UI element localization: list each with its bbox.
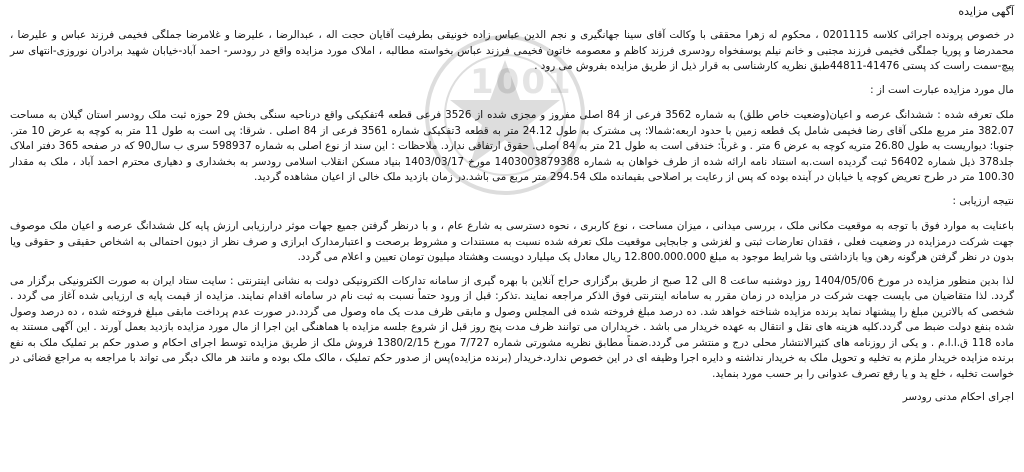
property-description-paragraph: ملک تعرفه شده : ششدانگ عرصه و اعیان(وضعیت خاص طلق) به شماره 3562 فرعی از 84 اصلی مفروز و مجزی شده از 3526 فرعی قطعه 4تفکیکی واقع درناحیه سنگی بخش 29 حوزه ثبت ملک رودسر استان گیلان به مساحت 382.07 متر مربع ملکی آقای رضا فخیمی شامل یک قطعه زمین با حدود اربعه:شمالا: پی مشترک به طول 24.12 متر به قطعه 3تفکیکی شماره 3561 فرعی از 84 اصلی . شرقا: پی است به طول 11 متر به کوچه به عرض 10 متر. جنوبا: دیواریست به طول 26.80 متریه کوچه به عرض 6 متر . و غرباً: خندقی است به طول 21 متر به 84 اصلی. حقوق ارتفاقی ندارد. ملاحظات : این سند از نوع اصلی به شماره 598937 سری ب سال90 که در صفحه 365 دفتر املاک جلد378 ذیل شماره 56402 ثبت گردیده است.به استناد نامه ارائه شده از طرف خواهان به شماره 1403003879388 مورخ 1403/03/17 بنیاد مسکن انقلاب اسلامی رودسر به بخشداری و دهیاری محترم احمد آباد ، ملک به مقدار 100.30 متر در طرح تعریض کوچه یا خیابان در آینده بوده که پس از رعایت بر اصلاحی بقیمانده ملک 294.54 متر مربع می باشد.در زمان بازدید ملک خالی از اعیان مشاهده گردید. bbox=[10, 109, 1015, 183]
watermark-number: 1001 bbox=[470, 62, 573, 102]
notice-title: آگهی مزایده bbox=[958, 5, 1014, 18]
case-intro-paragraph: در خصوص پرونده اجرائی کلاسه 0201115 ، محکوم له زهرا محققی با وکالت آقای سینا جهانگیری و نجم الدین عباس زاده خونیقی بطرفیت آقایان حجت اله ، عبدالرضا ، علیرضا و غلامرضا جملگی فخیمی فرزند عباس و علیرضا ، محمدرضا و پوریا جملگی فخیمی فرزند مجتبی و خانم نیلم یوسفخواه رودسری فرزند کاظم و معصومه خاتون فخیمی فرزند عباس بخواسته مطالبه ، املاک مورد مزایده واقع در رودسر- احمد آباد-خیابان شهید برادران نوروزی-انتهای سر پیچ-سمت راست کد پستی 41476-44811طبق نظریه کارشناسی به قرار ذیل از طریق مزایده بفروش می رود . bbox=[10, 29, 1014, 72]
valuation-paragraph: باعنایت به موارد فوق با توجه به موقعیت مکانی ملک ، بررسی میدانی ، میزان مساحت ، نوع کاربری ، نحوه دسترسی به شارع عام ، و با درنظر گرفتن جمیع جهات موثر درارزیابی ارزش پایه کل ششدانگ عرصه و اعیان ملک موصوف جهت شرکت درمزایده در وضعیت فعلی ، فقدان تعارضات ثبتی و لغزشی و جابجایی موقعیت ملک تعرفه شده نسبت به مستندات و مشروط برصحت و اعتبارمدارک ابرازی و صرف نظر از دیون احتمالی به اشخاص حقیقی و حقوقی ویا بدون در نظر گرفتن هرگونه رهن ویا بازداشتی ویا شرایط موجود به مبلغ 12.800.000.000 ریال معادل یک میلیارد دویست وهشتاد میلیون تومان تعیین و اعلام می گردد. bbox=[10, 220, 1014, 263]
auction-notice-document bbox=[10, 4, 1014, 468]
valuation-heading: نتیجه ارزیابی : bbox=[952, 194, 1014, 207]
auction-terms-paragraph: لذا بدین منظور مزایده در مورخ 1404/05/06 روز دوشنبه ساعت 8 الی 12 صبح از طریق برگزاری حراج آنلاین با بهره گیری از سامانه تدارکات الکترونیکی دولت به نشانی اینترنتی : سایت ستاد ایران به صورت الکترونیکی برگزار می گردد. لذا متقاضیان می بایست جهت شرکت در مزایده در زمان مقرر به سامانه اینترنتی فوق الذکر مراجعه نمایند .تذکر: قبل از ورود حتماً نسبت به ثبت نام در سامانه اقدام نمایند. مزایده از قیمت پایه ی ارزیابی شده آغاز می گردد . شخصی که بالاترین مبلغ را پیشنهاد نماید برنده مزایده شناخته خواهد شد. ده درصد مبلغ فروخته شده فی المجلس وصول و مابقی ظرف مدت یک ماه وصول می گردد.در صورت عدم پرداخت مابقی مبلغ فروخته شده ، ده درصد وصول شده بنفع دولت ضبط می گردد.کلیه هزینه های نقل و انتقال به عهده خریدار می باشد . خریداران می توانند ظرف مدت پنج روز قبل از شروع جلسه مزایده با هماهنگی این اجرا از مال مورد مزایده بازدید بعمل آورند . این آگهی مستند به ماده 118 ق.ا.ا.م . و یکی از روزنامه های کثیرالانتشار محلی درج و منتشر می گردد.ضمناً مطابق نظریه مشورتی شماره 7/727 مورخ 1380/2/15 فروش ملک از طریق مزایده توسط اجرای احکام و صدور حکم بر تملیک ملک به نفع برنده مزایده خریدار ملزم به تخلیه و تحویل ملک به خریدار نداشته و دایره اجرا وظیفه ای در این خصوص ندارد.خریدار (برنده مزایده)پس از صدور حکم تملیک ، مالک ملک بوده و مانند هر مالک دیگر می تواند با مراجعه به مراجع قضائی در خواست تخلیه ، خلع ید و یا رفع تصرف عدوانی را بر حسب مورد بنماید. bbox=[10, 274, 1014, 380]
issuer-signature: اجرای احکام مدنی رودسر bbox=[902, 391, 1014, 403]
property-heading: مال مورد مزایده عبارت است از : bbox=[870, 83, 1014, 96]
